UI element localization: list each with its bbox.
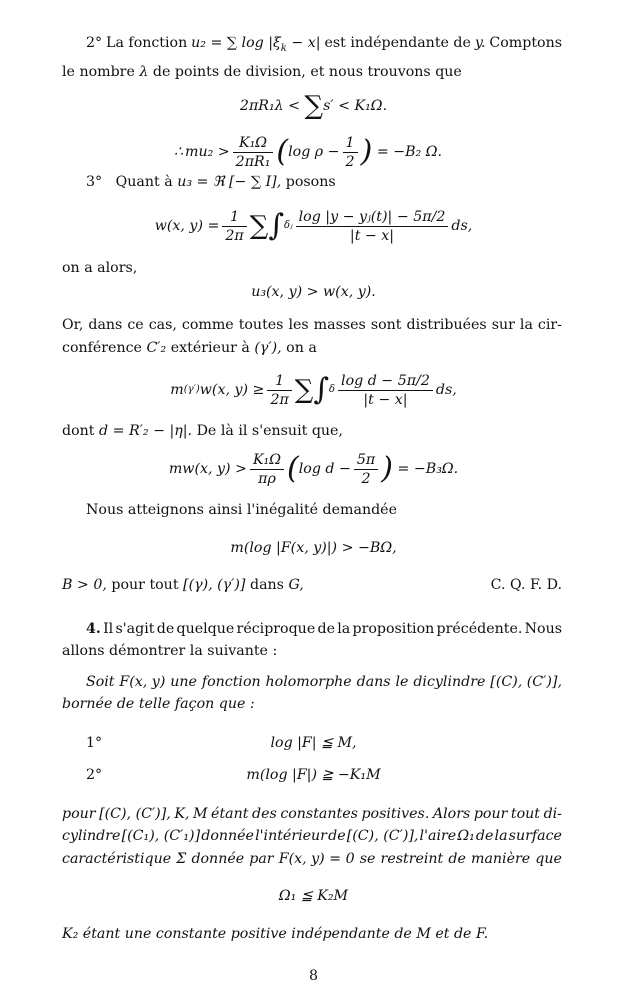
para-5-line-2: conférence C′₂ extérieur à (γ′), on a — [62, 340, 317, 356]
para-11-line-2 — [62, 826, 562, 846]
page-number: 8 — [308, 968, 319, 984]
word: précédente. — [436, 621, 523, 637]
word: manière — [471, 851, 531, 867]
para-8: B > 0, pour tout [(γ), (γ′)] dans G, C. Q. F. D. — [62, 577, 562, 593]
word: les — [288, 317, 309, 333]
word: proposition — [352, 621, 435, 637]
word: Alors — [432, 806, 471, 822]
word: [(C), (C′)], — [490, 674, 562, 690]
word: par — [249, 851, 274, 867]
equation-1: 2πR₁λ < ∑s′ < K₁Ω. — [239, 91, 388, 121]
word: Or, — [62, 317, 84, 333]
word: que — [535, 851, 562, 867]
section-number: 4. — [86, 621, 101, 637]
word: dans — [356, 674, 391, 690]
para-2-line-2: le nombre λ de points de division, et nous trouvons que — [62, 64, 462, 80]
para-2-line-1: 2° La fonction u₂ = ∑ $\log |\xi_k - x|$ est indépendante de y. Comptons — [62, 33, 562, 59]
word: distribuées — [406, 317, 487, 333]
para-9-line-2: allons démontrer la suivante : — [62, 643, 278, 659]
word: la — [494, 828, 508, 844]
word: l'intérieur — [255, 828, 327, 844]
word: di- — [543, 806, 562, 822]
page: 2° La fonction u₂ = ∑ $\log |\xi_k - x|$ est indépendante de y. Comptons le nombre λ de points de division, et nous trouvons que 2πR₁λ < ∑s′ < K₁Ω. ∴ mu₂ > $\frac{\text{K₁Ω}}{\text{2πR₁}}$ ( log ρ − $\frac{1}{2}$ ) = −B₂ Ω. 3° Quant à u₃ = ℜ [− ∑ I], posons w(x, y) = $\frac{1}{2\pi}$ ∑ ∫ δⱼ $\frac{\text{log |y − yⱼ(t)| − 5π/2}}{|t - x|}$ ds, on a alors, u₃(x, y) > w(x, y). Or, dans ce cas, comme toutes les masses sont distribuées sur la cir- conférence C′₂ extérieur à (γ′), on a m (γ′) w(x, y) ≥ $\frac{1}{2\pi}$ ∑ ∫ δ $\frac{\text{log d − 5π/2}}{|t - x|}$ ds, dont d = R′₂ − |η|. De là il s'ensuit que, mw(x, y) > $\frac{\text{K₁Ω}}{\pi\rho}$ ( log d − $\frac{5\pi}{2}$ ) = −B₃Ω. Nous atteignons ainsi l'inégalité demandée m(log |F(x, y)|) > −BΩ, B > 0, pour tout [(γ), (γ′)] dans G, C. Q. F. D. 4. Il s'agit de quelque réciproque de la proposition précédente. Nous allons démontrer la suivante : Soit F(x, y) une fonction holomorphe dans le dicylindre [(C), (C′)], bornée de telle façon que : 1° log |F| ≦ M, 2° m(log |F|) ≧ −K₁M pour [(C), (C′)], K, M étant des constantes positives. Alors pour tout di- cylindre [(C₁), (C′₁)] donnée l'intérieur de [(C), (C′)], l'aire Ω₁ de la surface caractéristique Σ donnée par F(x, y) = 0 se restreint de manière que Ω₁ ≦ K₂M K₂ étant une constante positive indépendante de M et de F. 8 — [0, 0, 627, 1008]
para-11-line-3 — [62, 849, 562, 869]
equation-6: mw(x, y) > $\frac{\text{K₁Ω}}{\pi\rho}$ ( log d − $\frac{5\pi}{2}$ ) = −B₃Ω. — [168, 451, 459, 487]
equation-4: u₃(x, y) > w(x, y). — [251, 284, 376, 300]
word: ce — [127, 317, 144, 333]
word: [(C), (C′)], — [99, 806, 171, 822]
equation-2: ∴ mu₂ > $\frac{\text{K₁Ω}}{\text{2πR₁}}$ ( log ρ − $\frac{1}{2}$ ) = −B₂ Ω. — [174, 134, 442, 170]
word: la — [519, 317, 533, 333]
word: M — [192, 806, 208, 822]
word: fonction — [201, 674, 261, 690]
word: sont — [370, 317, 402, 333]
word: de — [328, 828, 346, 844]
word: comme — [181, 317, 234, 333]
word: F(x, y) — [119, 674, 166, 690]
word: masses — [313, 317, 366, 333]
item-number: 2° — [86, 35, 103, 51]
para-10-line-1 — [62, 672, 562, 692]
word: cas, — [148, 317, 177, 333]
word: le — [395, 674, 409, 690]
word: Soit — [86, 674, 115, 690]
equation-8: Ω₁ ≦ K₂M — [278, 888, 349, 904]
word: l'aire — [419, 828, 457, 844]
word: caractéristique — [62, 851, 172, 867]
para-9-line-1 — [62, 619, 562, 639]
word: [(C₁), (C′₁)] — [121, 828, 201, 844]
word: K, — [174, 806, 190, 822]
word: dans — [88, 317, 123, 333]
para-6: dont d = R′₂ − |η|. De là il s'ensuit que, — [62, 423, 343, 439]
para-7: Nous atteignons ainsi l'inégalité demandée — [86, 502, 397, 518]
para-3: 3° Quant à u₃ = ℜ [− ∑ I], posons — [86, 174, 336, 190]
word: donnée — [201, 828, 254, 844]
qed: C. Q. F. D. — [490, 577, 562, 593]
word: pour — [473, 806, 508, 822]
math-u2: u₂ = ∑ $\log |\xi_k - x|$ — [191, 35, 321, 54]
para-11-line-1 — [62, 804, 562, 824]
word: pour — [62, 806, 96, 822]
word: F(x, y) = 0 — [278, 851, 355, 867]
word: étant — [211, 806, 249, 822]
word: cir- — [537, 317, 562, 333]
word: holomorphe — [265, 674, 352, 690]
word: se — [359, 851, 376, 867]
word: constantes — [280, 806, 358, 822]
word: Σ — [176, 851, 187, 867]
word: restreint — [380, 851, 444, 867]
word: cylindre — [62, 828, 121, 844]
para-5-line-1 — [62, 315, 562, 335]
word: surface — [508, 828, 562, 844]
equation-7: m(log |F(x, y)|) > −BΩ, — [230, 540, 397, 556]
word: positives. — [361, 806, 430, 822]
word: de — [475, 828, 494, 844]
word: tout — [510, 806, 541, 822]
word: une — [170, 674, 197, 690]
word: toutes — [238, 317, 284, 333]
word: de — [156, 621, 175, 637]
equation-5: m (γ′) w(x, y) ≥ $\frac{1}{2\pi}$ ∑ ∫ δ $\frac{\text{log d − 5π/2}}{|t - x|}$ ds, — [170, 372, 457, 408]
word: donnée — [191, 851, 245, 867]
word: des — [252, 806, 277, 822]
para-10-line-2: bornée de telle façon que : — [62, 696, 255, 712]
para-12: K₂ étant une constante positive indépendante de M et de F. — [62, 926, 489, 942]
word: dicylindre — [413, 674, 486, 690]
word: s'agit — [115, 621, 155, 637]
word: sur — [491, 317, 515, 333]
word: quelque — [176, 621, 235, 637]
word: réciproque — [236, 621, 316, 637]
word: la — [337, 621, 351, 637]
word: Il — [103, 621, 114, 637]
word: de — [317, 621, 335, 637]
word: Nous — [524, 621, 562, 637]
word: Ω₁ — [457, 828, 475, 844]
para-4: on a alors, — [62, 260, 138, 276]
word: [(C), (C′)], — [346, 828, 419, 844]
equation-3: w(x, y) = $\frac{1}{2\pi}$ ∑ ∫ δⱼ $\frac{\text{log |y − yⱼ(t)| − 5π/2}}{|t - x|}$ ds, — [154, 208, 473, 244]
word: de — [448, 851, 466, 867]
